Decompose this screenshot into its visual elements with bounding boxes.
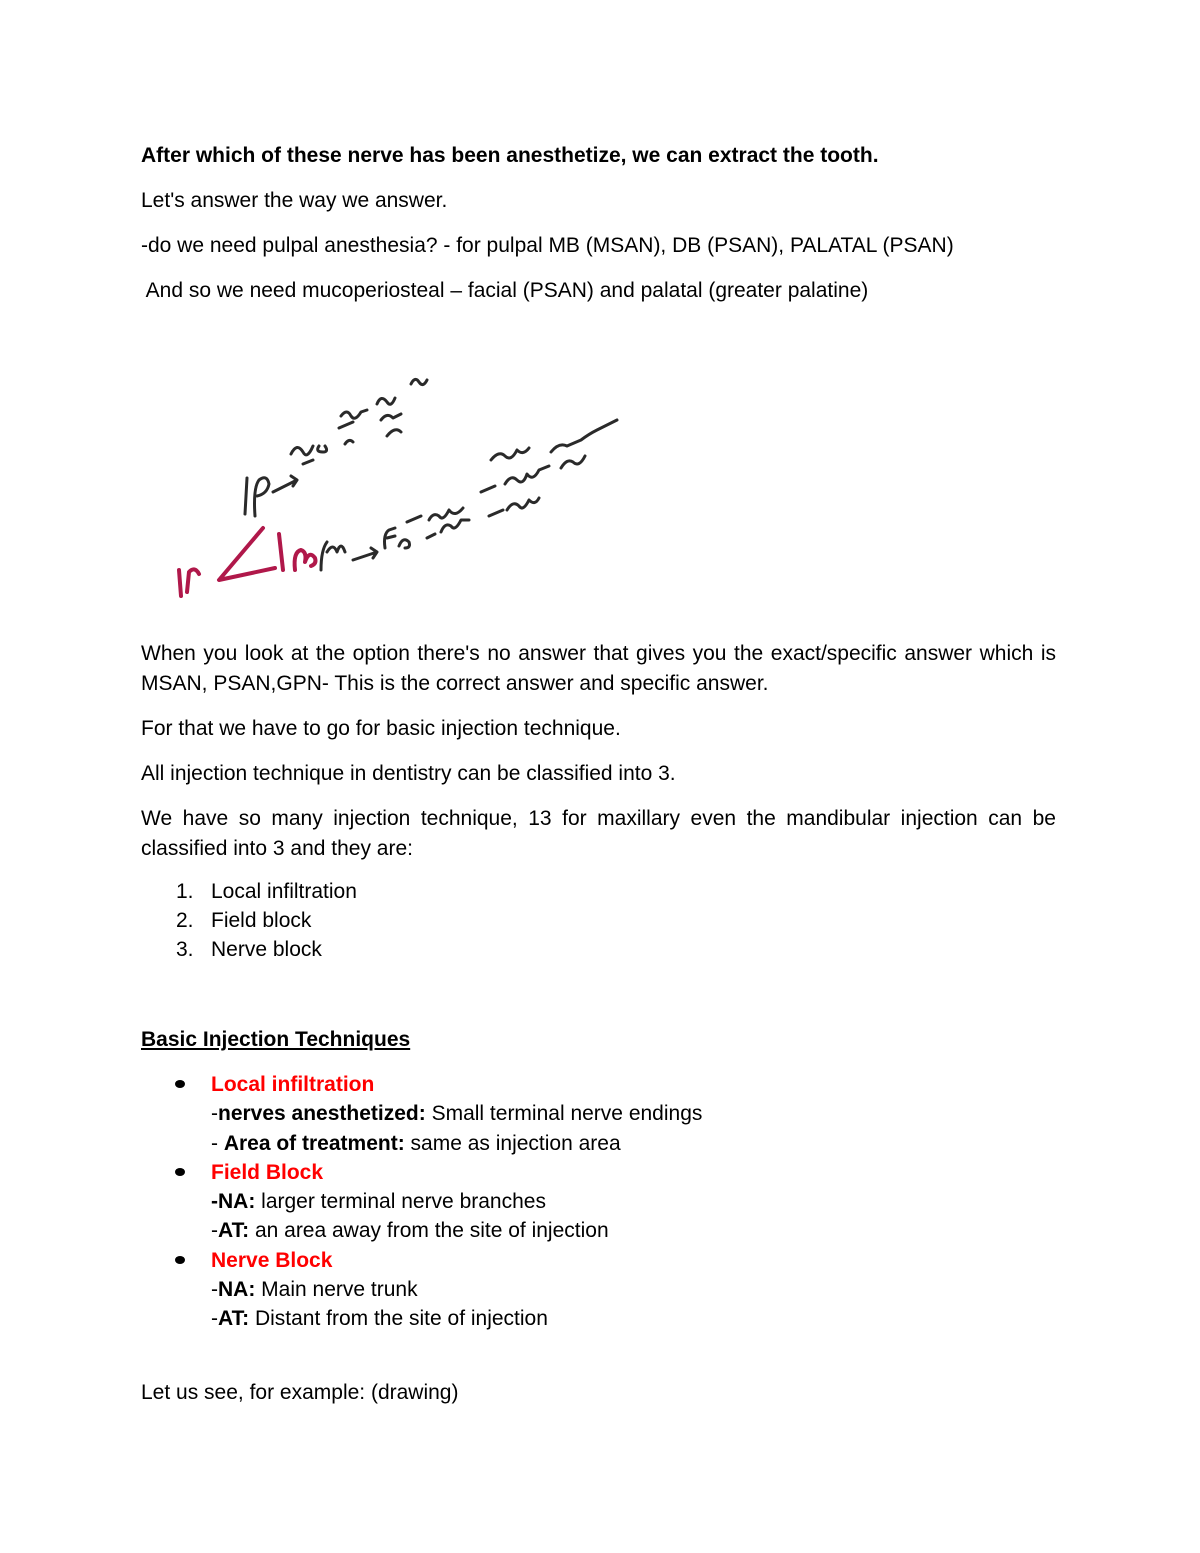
list-item	[141, 906, 357, 935]
technique-nerves-line: -NA: Main nerve trunk	[211, 1278, 418, 1302]
list-item-text: Local infiltration	[211, 880, 357, 903]
technique-area-line: -AT: Distant from the site of injection	[211, 1307, 548, 1331]
paragraph: For that we have to go for basic injection technique.	[141, 717, 621, 740]
list-item	[141, 935, 357, 964]
list-item-text: Field block	[211, 909, 312, 932]
closing-paragraph: Let us see, for example: (drawing)	[141, 1381, 459, 1404]
handwritten-notes-image	[141, 364, 647, 620]
paragraph: And so we need mucoperiosteal – facial (PSAN) and palatal (greater palatine)	[141, 279, 869, 302]
list-item-text: Nerve block	[211, 938, 322, 961]
numbered-list	[141, 877, 357, 964]
list-number: 1.	[176, 880, 194, 903]
technique-title: Local infiltration	[211, 1073, 375, 1096]
list-number: 2.	[176, 909, 194, 932]
technique-item	[141, 1246, 702, 1334]
paragraph: We have so many injection technique, 13 for maxillary even the mandibular injection can be classified into 3 and they are:	[141, 807, 1056, 860]
technique-title: Nerve Block	[211, 1248, 333, 1272]
technique-area-line: -AT: an area away from the site of injection	[211, 1219, 609, 1243]
bullet-icon	[175, 1168, 185, 1176]
bullet-icon	[175, 1080, 185, 1088]
technique-list	[141, 1070, 702, 1334]
technique-area-line: - Area of treatment: same as injection area	[211, 1131, 621, 1155]
technique-nerves-line: -NA: larger terminal nerve branches	[211, 1190, 546, 1214]
question-heading: After which of these nerve has been anesthetize, we can extract the tooth.	[141, 144, 879, 167]
technique-nerves-line: -nerves anesthetized: Small terminal nerve endings	[211, 1102, 703, 1126]
paragraph: -do we need pulpal anesthesia? - for pulpal MB (MSAN), DB (PSAN), PALATAL (PSAN)	[141, 234, 954, 257]
list-item	[141, 877, 357, 906]
paragraph: Let's answer the way we answer.	[141, 189, 448, 212]
technique-title: Field Block	[211, 1160, 324, 1184]
paragraph: When you look at the option there's no answer that gives you the exact/specific answer which is MSAN, PSAN,GPN- This is the correct answer and specific answer.	[141, 642, 1056, 695]
technique-item	[141, 1070, 702, 1158]
bullet-icon	[175, 1256, 185, 1264]
list-number: 3.	[176, 938, 194, 961]
paragraph: All injection technique in dentistry can be classified into 3.	[141, 762, 676, 785]
section-heading: Basic Injection Techniques	[141, 1028, 411, 1051]
technique-item	[141, 1158, 702, 1246]
